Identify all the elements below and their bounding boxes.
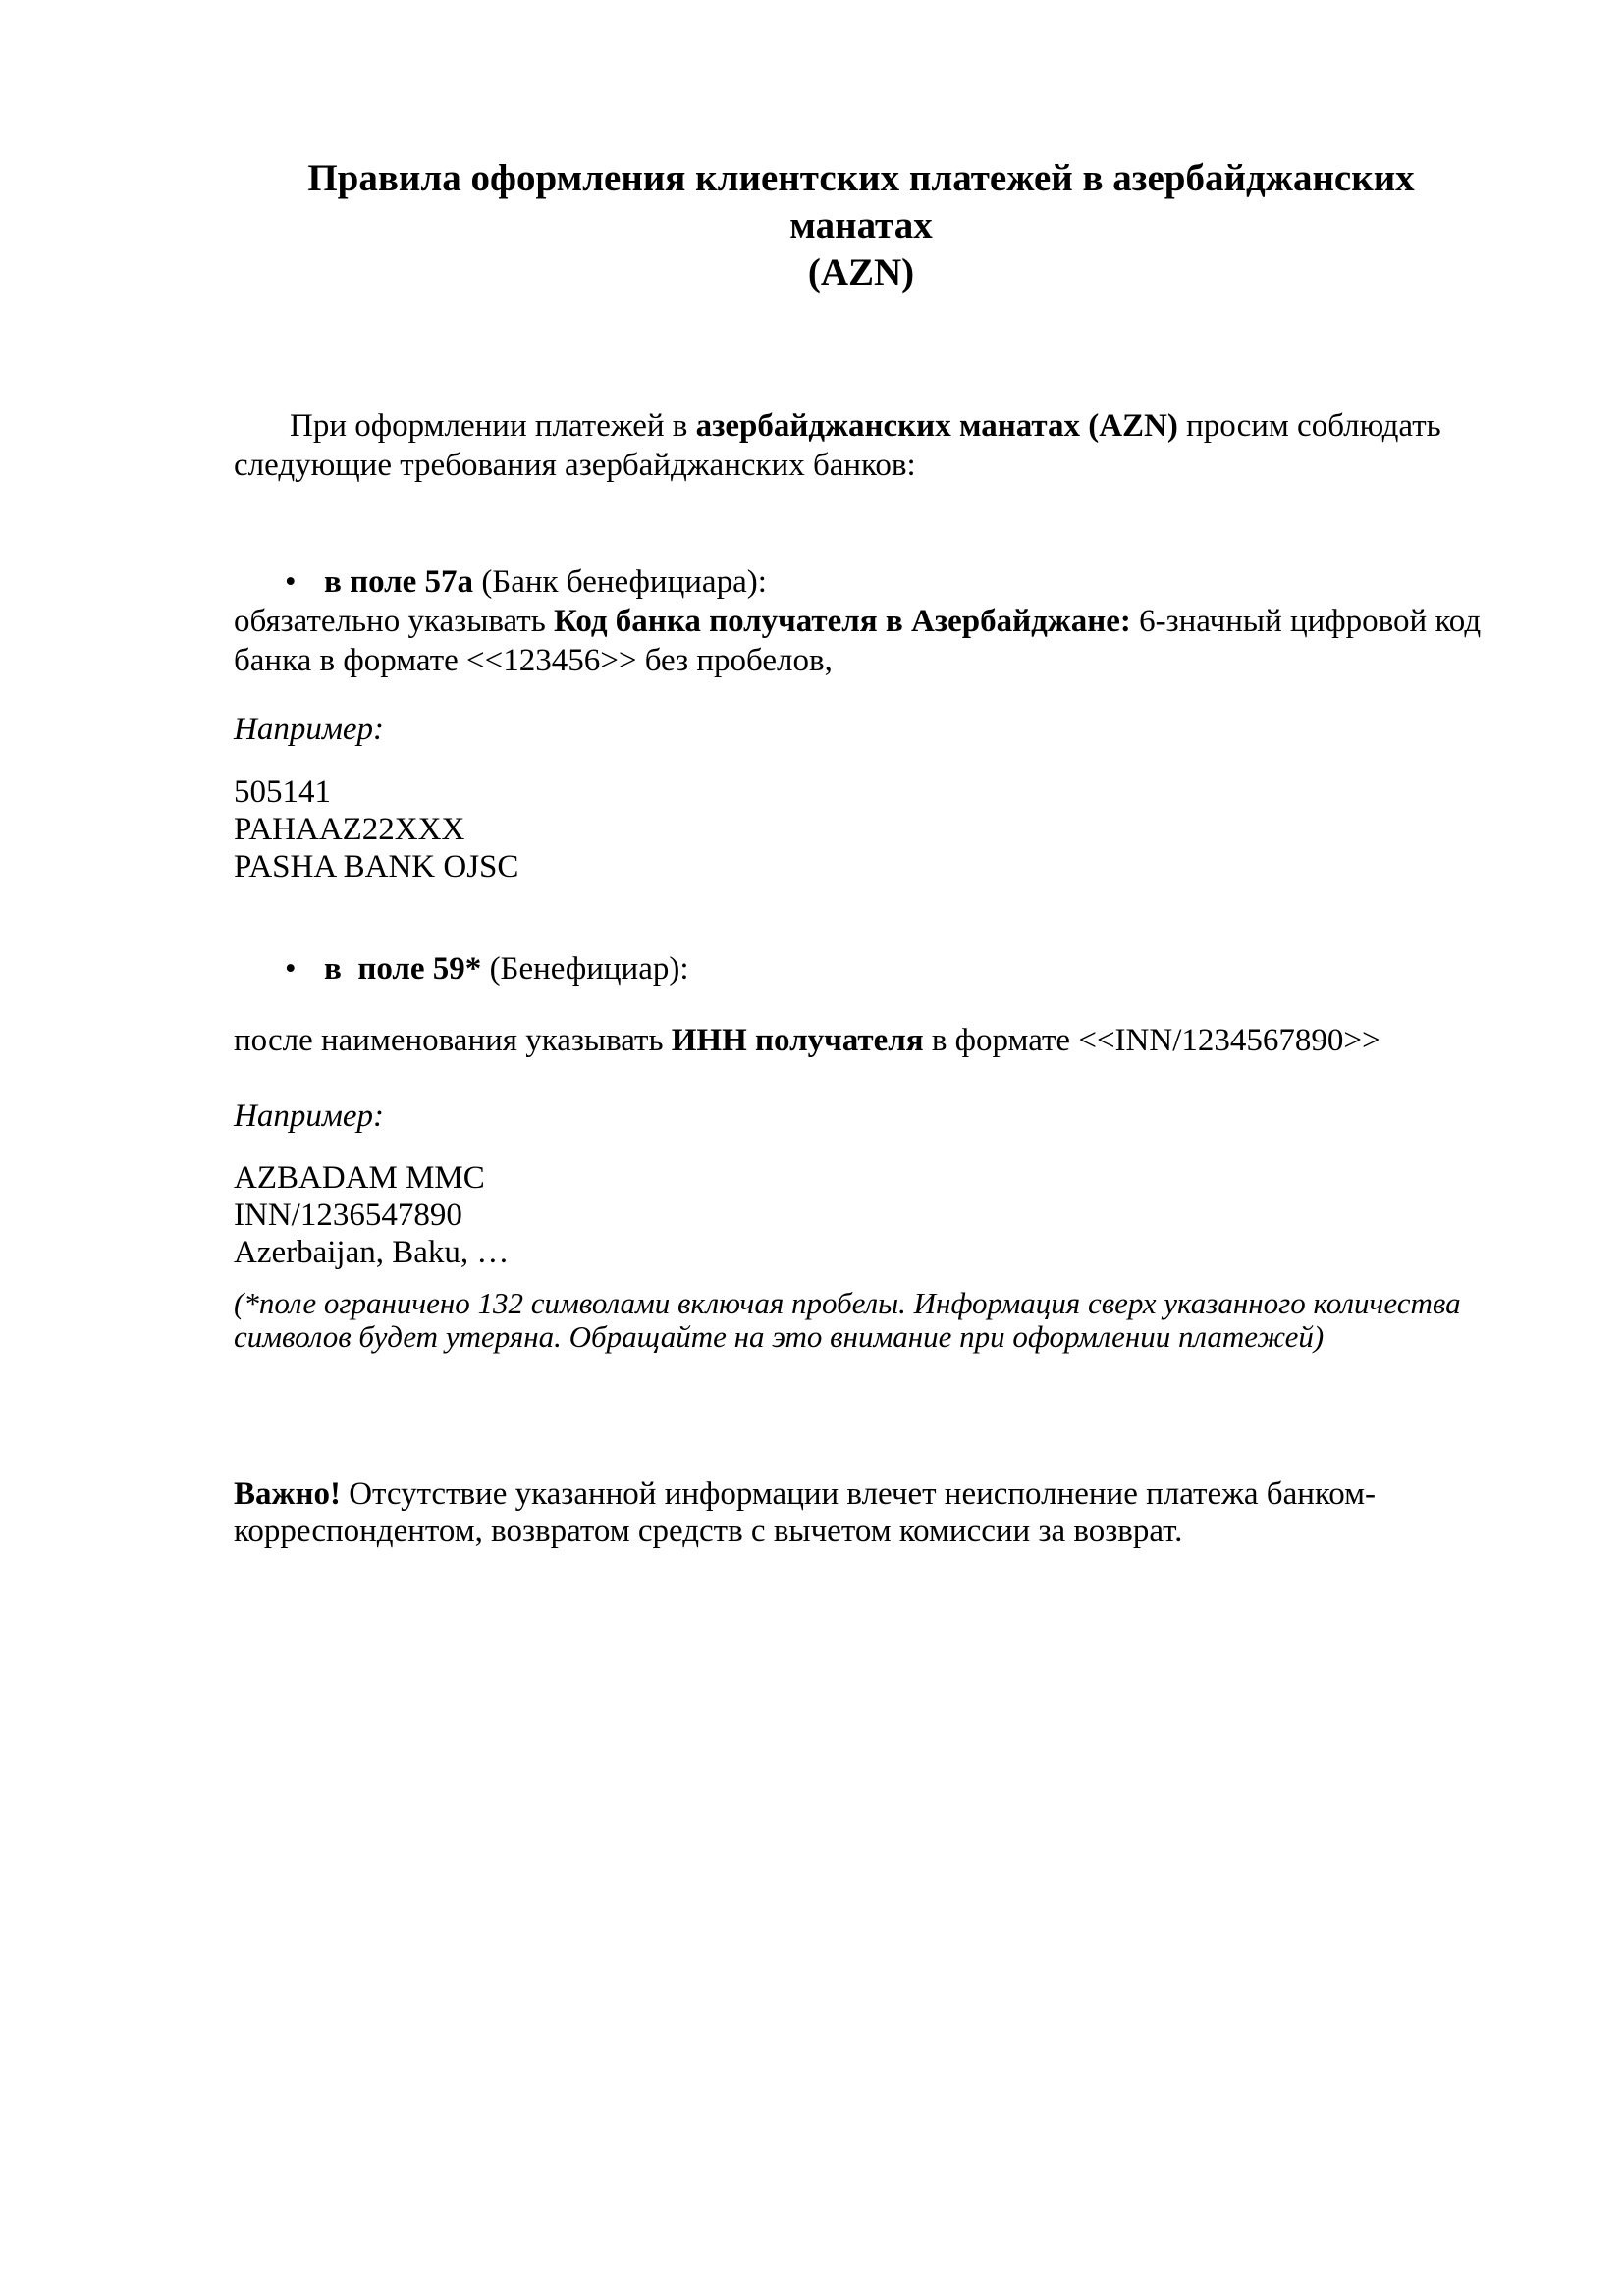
important-text: Отсутствие указанной информации влечет неисполнение платежа банком-корреспондентом, возвратом средств с вычетом комиссии за возврат. xyxy=(234,1476,1377,1549)
field-59-post: в формате <<INN/1234567890>> xyxy=(923,1023,1380,1058)
field-59-bold: ИНН получателя xyxy=(671,1023,924,1058)
field-limit-footnote: (*поле ограничено 132 символами включая пробелы. Информация сверх указанного количества символов будет утеряна. Обращайте на это внимание при оформлении платежей) xyxy=(234,1286,1461,1354)
field-59-pre: после наименования указывать xyxy=(234,1023,672,1058)
field-59-details-paragraph xyxy=(234,1021,1489,1060)
important-paragraph xyxy=(234,1475,1489,1550)
example-block-59 xyxy=(234,1159,1489,1271)
bullet-59-rest: (Бенефициар): xyxy=(481,951,689,987)
example-57a-bank-code: 505141 xyxy=(234,774,331,810)
intro-paragraph xyxy=(234,406,1489,485)
field-57a-pre: обязательно указывать xyxy=(234,604,555,639)
document-title-line2: (AZN) xyxy=(807,251,915,294)
field-57a-bold: Код банка получателя в Азербайджане: xyxy=(554,604,1131,639)
intro-text-post: просим соблюдать следующие требования азербайджанских банков: xyxy=(234,408,1449,483)
document-title xyxy=(234,155,1489,296)
example-57a-bank-name: PASHA BANK OJSC xyxy=(234,849,519,884)
field-57a-details-paragraph xyxy=(234,602,1489,680)
example-59-beneficiary-name: AZBADAM MMC xyxy=(234,1160,485,1196)
bullet-57a-bold: в поле 57а xyxy=(324,564,474,600)
example-block-57a xyxy=(234,774,1489,885)
example-label-57a: Например: xyxy=(234,712,385,747)
bullet-57a-rest: (Банк бенефициара): xyxy=(473,564,767,600)
document-content xyxy=(234,0,1489,1550)
bullet-icon: • xyxy=(285,564,297,600)
important-label: Важно! xyxy=(234,1476,341,1512)
bullet-item-field-57a xyxy=(234,562,1489,602)
document-title-line1: Правила оформления клиентских платежей в азербайджанских манатах xyxy=(307,157,1415,246)
field-57a-post: 6-значный цифровой код банка в формате <<123456>> без пробелов, xyxy=(234,604,1489,678)
example-label-59: Например: xyxy=(234,1098,385,1134)
bullet-item-field-59 xyxy=(234,949,1489,988)
intro-text-bold: азербайджанских манатах (AZN) xyxy=(695,408,1178,444)
example-59-address: Azerbaijan, Baku, … xyxy=(234,1235,510,1270)
example-57a-swift: PAHAAZ22XXX xyxy=(234,812,465,847)
intro-text-pre: При оформлении платежей в xyxy=(290,408,696,444)
bullet-59-bold: в поле 59* xyxy=(324,951,482,987)
example-59-inn: INN/1236547890 xyxy=(234,1198,462,1233)
bullet-icon: • xyxy=(285,951,297,987)
